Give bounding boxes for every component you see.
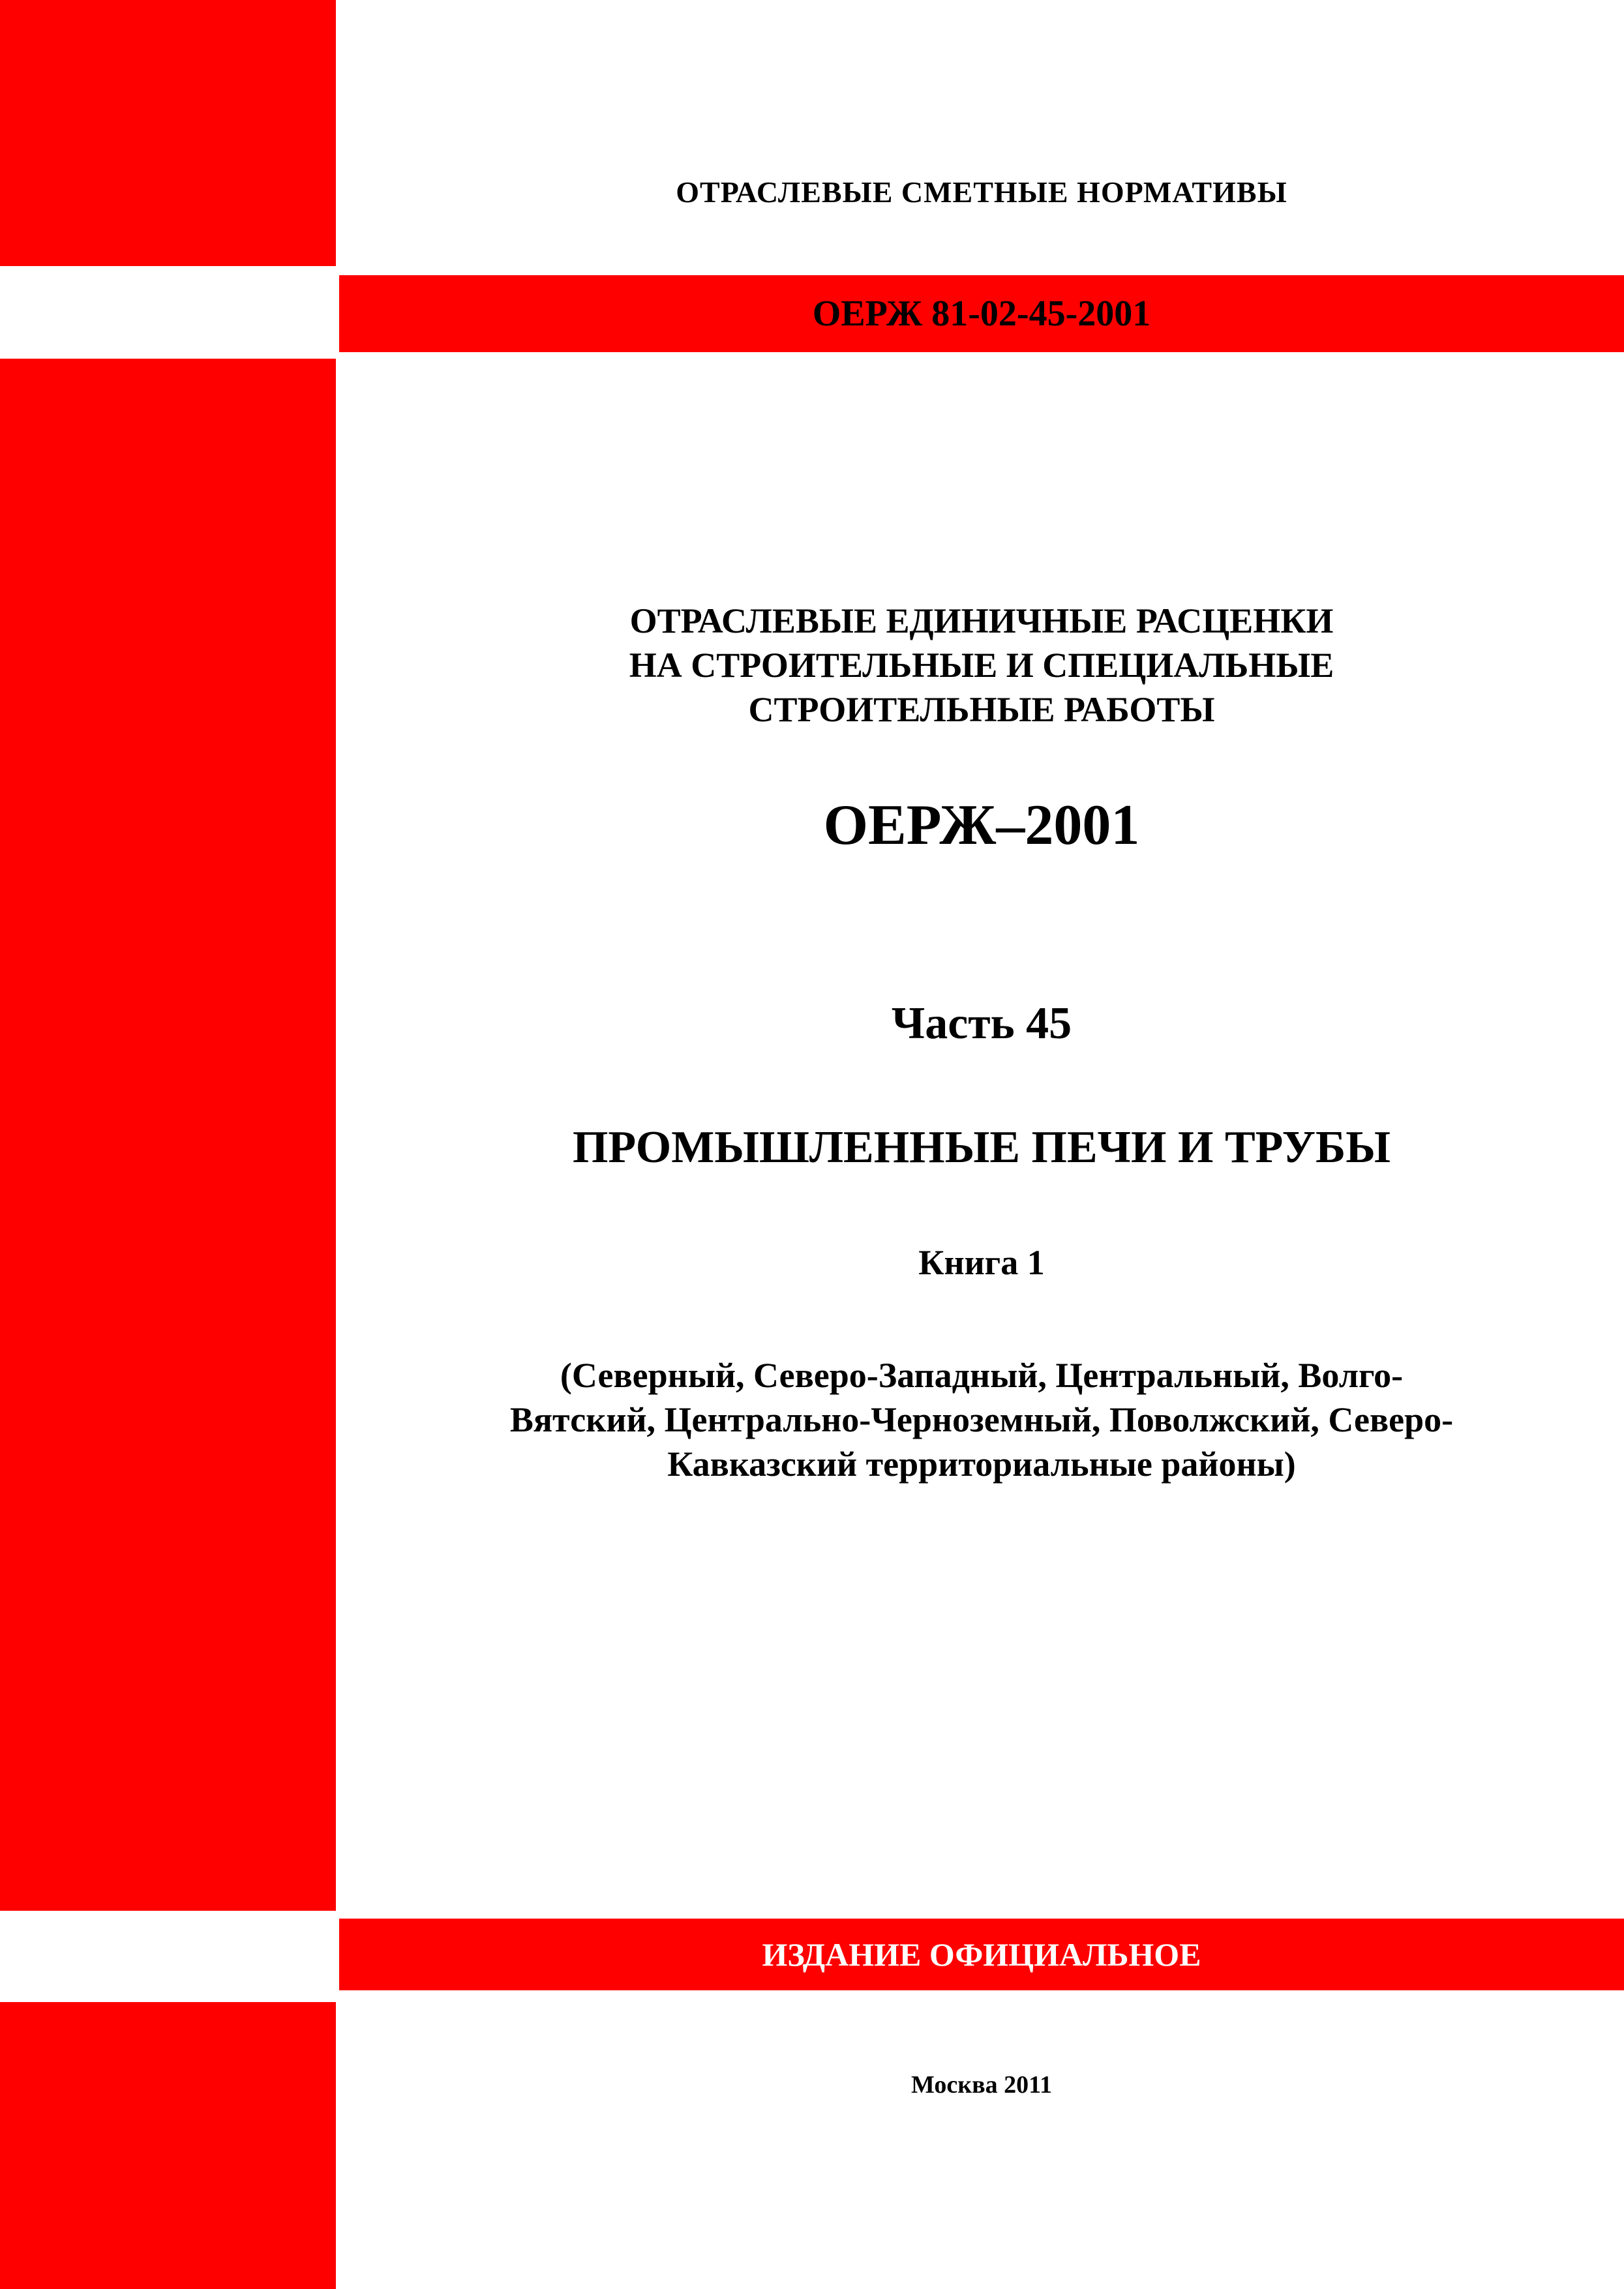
spine-segment-bottom <box>0 2002 336 2289</box>
title-line: НА СТРОИТЕЛЬНЫЕ И СПЕЦИАЛЬНЫЕ <box>629 646 1334 685</box>
document-title <box>339 599 1624 732</box>
document-code-banner <box>339 275 1624 352</box>
regions-line: Вятский, Центрально-Черноземный, Поволжский, Северо- <box>509 1400 1454 1439</box>
book-number: Книга 1 <box>918 1243 1045 1282</box>
title-line: СТРОИТЕЛЬНЫЕ РАБОТЫ <box>748 690 1215 729</box>
regions-line: (Северный, Северо-Западный, Центральный, Волго- <box>560 1356 1404 1395</box>
official-edition-label: ИЗДАНИЕ ОФИЦИАЛЬНОЕ <box>762 1936 1201 1973</box>
series-label: ОТРАСЛЕВЫЕ СМЕТНЫЕ НОРМАТИВЫ <box>676 175 1287 209</box>
regions-line: Кавказский территориальные районы) <box>667 1444 1296 1484</box>
spine-segment-middle <box>0 359 336 1911</box>
part-number: Часть 45 <box>891 998 1072 1049</box>
city-year: Москва 2011 <box>910 2071 1053 2099</box>
title-line: ОТРАСЛЕВЫЕ ЕДИНИЧНЫЕ РАСЦЕНКИ <box>629 601 1334 640</box>
official-edition-banner <box>339 1919 1624 1990</box>
subject-title: ПРОМЫШЛЕННЫЕ ПЕЧИ И ТРУБЫ <box>572 1122 1391 1173</box>
document-code: ОЕРЖ 81-02-45-2001 <box>812 293 1151 334</box>
regions-note <box>339 1353 1624 1486</box>
spine-segment-top <box>0 0 336 266</box>
series-code: ОЕРЖ–2001 <box>823 794 1140 857</box>
